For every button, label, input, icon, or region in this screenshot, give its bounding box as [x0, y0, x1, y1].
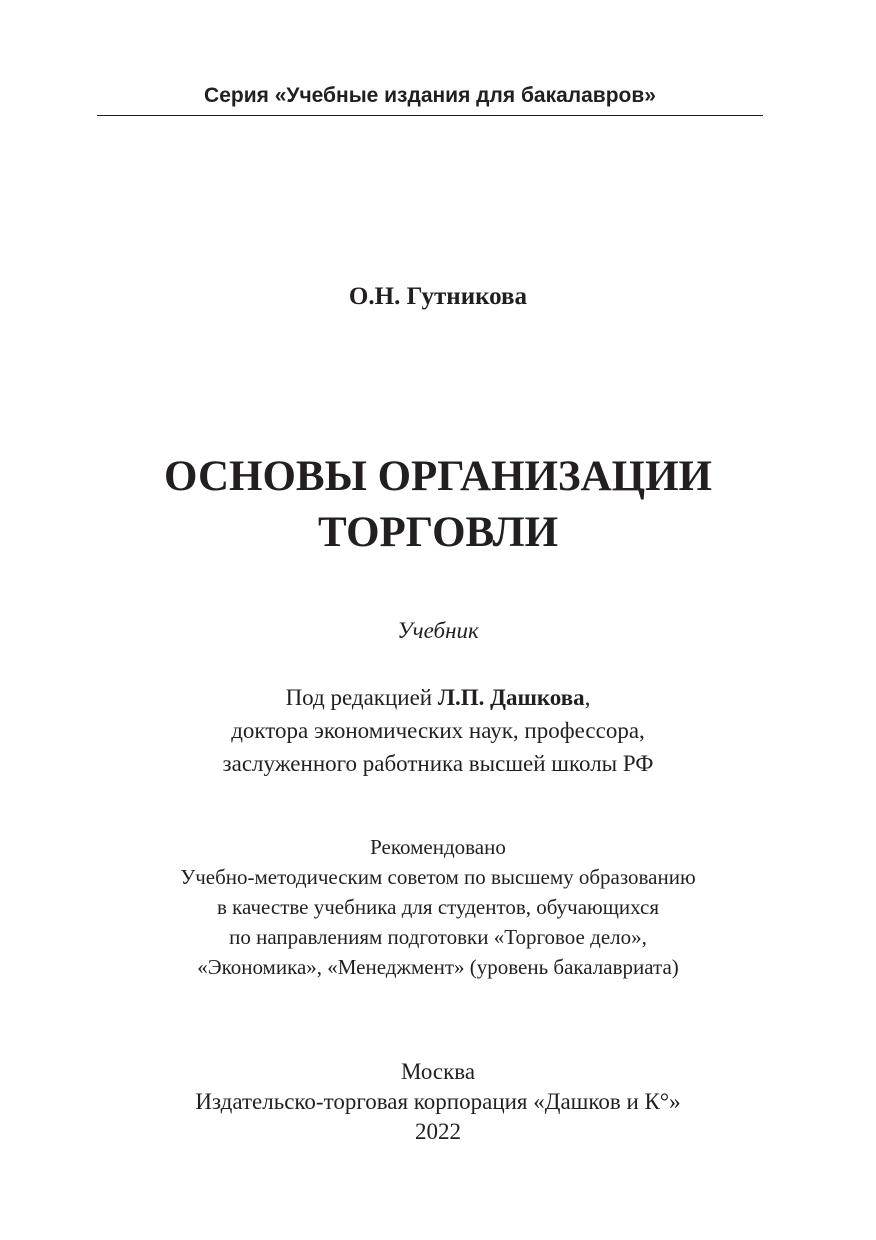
- editor-prefix: Под редакцией: [285, 685, 438, 710]
- book-type: Учебник: [397, 618, 479, 643]
- editor-line-3: заслуженного работника высшей школы РФ: [222, 751, 654, 776]
- imprint-publisher: Издательско-торговая корпорация «Дашков и К°»: [195, 1089, 681, 1114]
- editor-line-1: [0, 681, 876, 714]
- header-rule: [97, 115, 763, 116]
- imprint-block: [0, 1057, 876, 1147]
- recommendation-line: в качестве учебника для студентов, обучающихся: [216, 895, 660, 919]
- author-name: О.Н. Гутникова: [348, 283, 528, 310]
- editor-suffix: ,: [584, 685, 591, 710]
- recommendation-line: Рекомендовано: [370, 835, 506, 859]
- recommendation-line: по направлениям подготовки «Торговое дело»,: [229, 925, 647, 949]
- series-heading: Серия «Учебные издания для бакалавров»: [204, 84, 656, 107]
- book-title: [0, 449, 876, 561]
- editor-block: [0, 681, 876, 780]
- recommendation-block: [0, 832, 876, 982]
- recommendation-line: Учебно-методическим советом по высшему образованию: [180, 865, 696, 889]
- recommendation-line: «Экономика», «Менеджмент» (уровень бакалавриата): [197, 955, 679, 979]
- book-title-line-2: ТОРГОВЛИ: [317, 509, 559, 556]
- editor-line-2: доктора экономических наук, профессора,: [231, 718, 645, 743]
- imprint-year: 2022: [415, 1119, 461, 1144]
- book-title-line-1: ОСНОВЫ ОРГАНИЗАЦИИ: [164, 453, 712, 500]
- editor-name: Л.П. Дашкова: [437, 685, 585, 710]
- imprint-city: Москва: [400, 1059, 476, 1084]
